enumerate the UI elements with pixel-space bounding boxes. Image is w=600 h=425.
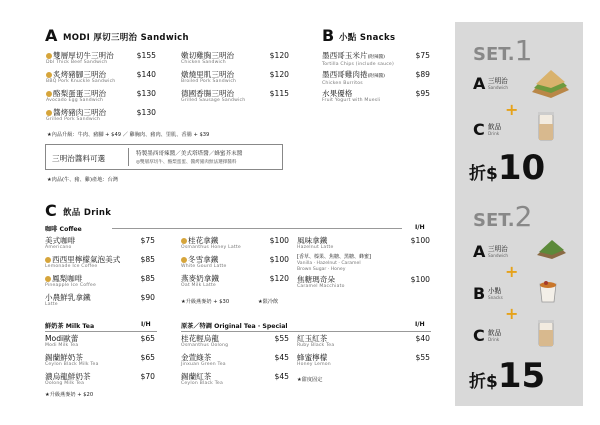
menu-item-name xyxy=(181,353,289,362)
set1-plus-icon: + xyxy=(505,100,519,119)
menu-item xyxy=(181,274,289,296)
menu-item-label: 酪梨蛋蛋三明治 xyxy=(53,89,107,98)
menu-item-label: 冬雪拿鐵 xyxy=(188,255,219,264)
milk-tea-heading: 鮮奶茶 Milk Tea xyxy=(45,323,95,330)
menu-item-tag: (附辣醬) xyxy=(367,55,385,60)
section-b-letter: B xyxy=(322,26,335,45)
recommend-icon xyxy=(181,257,187,263)
menu-item-english: BBQ Pork Knuckle Sandwich xyxy=(46,79,116,84)
menu-item-price: $85 xyxy=(140,274,155,283)
menu-item-label: 錫蘭紅茶 xyxy=(181,372,212,381)
recommend-icon xyxy=(46,110,52,116)
set2-heading xyxy=(473,200,532,233)
menu-item-english: Ceylon Black Milk Tea xyxy=(45,362,99,367)
menu-item-name xyxy=(45,334,155,343)
menu-item-label: 水果優格 xyxy=(322,89,353,98)
menu-item-name xyxy=(45,293,155,302)
menu-item xyxy=(181,89,289,111)
set-combo-panel xyxy=(455,22,583,406)
menu-item-name xyxy=(45,236,155,245)
menu-item-price: $45 xyxy=(274,372,289,381)
set2-label: SET. xyxy=(473,210,515,231)
menu-item-label: 金萱綠茶 xyxy=(181,353,212,362)
flavor-en-1: Vanilla · Hazelnut · Caramel xyxy=(297,261,361,266)
menu-item-label: 美式咖啡 xyxy=(45,236,76,245)
snack-cup-photo xyxy=(537,278,559,308)
milk-tea-rule xyxy=(45,331,157,332)
menu-item xyxy=(181,372,289,394)
coffee-size-label: I/H xyxy=(415,224,425,231)
menu-item-label: 桂花輕烏龍 xyxy=(181,334,219,343)
menu-item-name xyxy=(45,274,155,283)
menu-item-label: 焦糖瑪奇朵 xyxy=(297,275,335,284)
set2-discount xyxy=(469,356,545,396)
iced-only-note: ★限冷飲 xyxy=(258,299,279,305)
coffee-heading: 咖啡 Coffee xyxy=(45,226,82,233)
menu-item-english: Oolong Milk Tea xyxy=(45,381,85,386)
menu-item-price: $100 xyxy=(269,236,289,245)
sandwich-photo xyxy=(529,66,573,104)
menu-item-label: 西西里檸檬氣泡美式 xyxy=(52,255,121,264)
drink-cup-photo xyxy=(535,110,557,148)
menu-item-english: Chicken Sandwich xyxy=(181,60,226,65)
menu-item-label: 墨西哥雞肉捲 xyxy=(322,70,368,79)
menu-item-price: $95 xyxy=(415,89,430,98)
menu-item-label: 炙烤豬腳三明治 xyxy=(53,70,107,79)
flavor-en-2: Brown Sugar · Honey xyxy=(297,267,346,272)
menu-item-english: Honey Lemon xyxy=(297,362,331,367)
tea-rule xyxy=(181,331,431,332)
menu-item-english: Ruby Black Tea xyxy=(297,343,335,348)
milk-tea-size-label: I/H xyxy=(141,321,151,328)
drink-cup-photo-2 xyxy=(535,318,557,352)
menu-item-english: Grilled Sausage Sandwich xyxy=(181,98,246,103)
set2-plus-icon-2: + xyxy=(505,304,519,323)
menu-item xyxy=(46,108,156,130)
set1-c-en: Drink xyxy=(488,131,500,136)
menu-item-price: $130 xyxy=(136,89,156,98)
section-c-title: 飲品 Drink xyxy=(63,208,112,218)
set2-c-en: Drink xyxy=(488,337,500,342)
coffee-rule xyxy=(112,228,402,229)
set1-discount-amount: 10 xyxy=(497,148,546,188)
menu-item-english: Osmanthus Honey Latte xyxy=(181,245,241,250)
fixed-sweetness-note: ★甜度固定 xyxy=(297,377,323,383)
menu-item-label: 燉燒里肌三明治 xyxy=(181,70,235,79)
menu-item-price: $40 xyxy=(415,334,430,343)
menu-item-english: Pineapple Ice Coffee xyxy=(45,283,96,288)
recommend-icon xyxy=(45,257,51,263)
set1-heading xyxy=(473,34,532,67)
set2-c-letter: C xyxy=(473,326,485,345)
menu-item-label: Modi歐蕾 xyxy=(45,334,79,343)
menu-item-price: $120 xyxy=(269,274,289,283)
menu-item-price: $140 xyxy=(136,70,156,79)
menu-item-english: Oat Milk Latte xyxy=(181,283,216,288)
meat-origin-note: ★肉品(牛、豬、雞)產地：台灣 xyxy=(47,177,118,183)
menu-item-price: $100 xyxy=(410,236,430,245)
menu-item-label: 醬烤豬肉三明治 xyxy=(53,108,107,117)
oat-milk-note: ★升級燕麥奶 + $30 xyxy=(181,299,230,305)
menu-item-label: 燕麥奶拿鐵 xyxy=(181,274,219,283)
recommend-icon xyxy=(45,276,51,282)
menu-item-price: $75 xyxy=(415,51,430,60)
set1-a-en: Sandwich xyxy=(488,85,509,90)
set1-a-letter: A xyxy=(473,74,486,93)
set2-b-letter: B xyxy=(473,284,486,303)
menu-item-price: $90 xyxy=(140,293,155,302)
set2-discount-prefix: 折$ xyxy=(469,372,498,392)
menu-item-label: 鳳梨咖啡 xyxy=(52,274,83,283)
menu-item-english: Modi Milk Tea xyxy=(45,343,79,348)
menu-item-label: 濃烏龍鮮奶茶 xyxy=(45,372,91,381)
menu-item-name xyxy=(45,255,155,264)
set2-number: 2 xyxy=(514,200,533,233)
menu-item-tag: (附辣醬) xyxy=(367,74,385,79)
set2-b-en: Snacks xyxy=(488,295,503,300)
menu-item-name xyxy=(322,89,430,98)
menu-item-label: 錫蘭鮮奶茶 xyxy=(45,353,83,362)
sauce-box-label: 三明治醬料可選 xyxy=(52,154,106,163)
menu-item-price: $120 xyxy=(269,70,289,79)
menu-item-name xyxy=(297,353,430,362)
menu-item-english: Osmanthus Oolong xyxy=(181,343,229,348)
recommend-icon xyxy=(46,72,52,78)
set2-a-letter: A xyxy=(473,242,486,261)
menu-item-english: White Gourd Latte xyxy=(181,264,227,269)
milk-tea-oat-note: ★升級燕麥奶 + $20 xyxy=(45,392,94,398)
menu-item-label: 蜂蜜檸檬 xyxy=(297,353,328,362)
set1-discount-prefix: 折$ xyxy=(469,164,498,184)
menu-item-english: Jinxuan Green Tea xyxy=(181,362,226,367)
flavor-options: [香草、榛果、焦糖、黑糖、蜂蜜] xyxy=(297,254,371,260)
set2-c-zh: 飲品 xyxy=(488,329,502,337)
menu-item xyxy=(322,89,430,111)
menu-item-english: Ceylon Black Tea xyxy=(181,381,223,386)
tea-size-label: I/H xyxy=(415,321,425,328)
menu-item-english: Chicken Burritos xyxy=(322,81,363,86)
menu-item-name xyxy=(45,353,155,362)
set1-c-letter: C xyxy=(473,120,485,139)
set2-plus-icon-1: + xyxy=(505,262,519,281)
menu-item-english: Avocado Egg Sandwich xyxy=(46,98,104,103)
menu-item-name xyxy=(322,51,430,62)
set1-discount xyxy=(469,148,545,188)
menu-item-price: $55 xyxy=(415,353,430,362)
set1-label: SET. xyxy=(473,44,515,65)
menu-item xyxy=(297,275,430,297)
menu-item-english: Broiled Pork Sandwich xyxy=(181,79,237,84)
recommend-icon xyxy=(46,53,52,59)
sauce-box xyxy=(45,144,283,170)
menu-item-price: $70 xyxy=(140,372,155,381)
menu-item-label: 桂花拿鐵 xyxy=(188,236,219,245)
set1-a-zh: 三明治 xyxy=(488,77,508,85)
menu-item-english: Tortilla Chips (include sauce) xyxy=(322,62,394,67)
menu-item-name xyxy=(181,334,289,343)
menu-item-english: Caramel Macchiato xyxy=(297,284,345,289)
menu-item xyxy=(297,353,430,375)
set1-c-zh: 飲品 xyxy=(488,123,502,131)
sandwich-photo-small xyxy=(535,237,569,265)
menu-item-name xyxy=(297,334,430,343)
menu-item-price: $155 xyxy=(136,51,156,60)
menu-item-english: Lemonade Ice Coffee xyxy=(45,264,98,269)
menu-item xyxy=(45,293,155,315)
menu-item-label: 小農鮮乳拿鐵 xyxy=(45,293,91,302)
tea-heading: 原茶／特調 Original Tea · Special xyxy=(181,323,288,330)
menu-item-name xyxy=(322,70,430,81)
section-a-title: MODI 厚切三明治 Sandwich xyxy=(63,33,189,43)
menu-item-price: $55 xyxy=(274,334,289,343)
menu-item-label: 風味拿鐵 xyxy=(297,236,328,245)
section-b-title: 小點 Snacks xyxy=(339,33,396,43)
set2-a-zh: 三明治 xyxy=(488,245,508,253)
menu-item-english: Grilled Pork Sandwich xyxy=(46,117,101,122)
menu-item-english: Hazelnut Latte xyxy=(297,245,334,250)
menu-item-label: 德國香腸三明治 xyxy=(181,89,235,98)
sauce-exception: ◎雙層厚切牛、酪梨蛋蛋、醬烤豬肉無法選擇醬料 xyxy=(136,160,237,165)
menu-item-price: $89 xyxy=(415,70,430,79)
menu-item-english: Dbl Thick Beef Sandwich xyxy=(46,60,108,65)
menu-item-label: 紅玉紅茶 xyxy=(297,334,328,343)
menu-item-english: Latte xyxy=(45,302,58,307)
menu-item-english: Americano xyxy=(45,245,72,250)
menu-item-name xyxy=(45,372,155,381)
recommend-icon xyxy=(46,91,52,97)
menu-item-price: $65 xyxy=(140,353,155,362)
set1-number: 1 xyxy=(514,34,533,67)
sauce-options: 特製墨西哥辣醬／美式塔塔醬／蜂蜜芥末醬 xyxy=(136,151,243,157)
menu-item-price: $100 xyxy=(269,255,289,264)
menu-item-price: $120 xyxy=(269,51,289,60)
section-c-letter: C xyxy=(45,201,57,220)
menu-item-name xyxy=(181,372,289,381)
section-a-letter: A xyxy=(45,26,58,45)
menu-item-price: $115 xyxy=(269,89,289,98)
menu-item-price: $100 xyxy=(410,275,430,284)
menu-item-price: $45 xyxy=(274,353,289,362)
set2-discount-amount: 15 xyxy=(497,356,546,396)
menu-item-label: 雙層厚切牛三明治 xyxy=(53,51,114,60)
menu-item-price: $65 xyxy=(140,334,155,343)
menu-item-price: $130 xyxy=(136,108,156,117)
set2-a-en: Sandwich xyxy=(488,253,509,258)
meat-upgrade-note: ★內品升級：牛肉、豬腳 + $49 ／ 雞胸肉、豬肉、里肌、香腸 + $39 xyxy=(47,132,210,138)
recommend-icon xyxy=(181,238,187,244)
menu-item-price: $85 xyxy=(140,255,155,264)
menu-item-label: 墨西哥玉米片 xyxy=(322,51,368,60)
sauce-box-divider xyxy=(128,148,129,166)
menu-item-price: $75 xyxy=(140,236,155,245)
menu-item-label: 嫩切雞胸三明治 xyxy=(181,51,235,60)
set2-b-zh: 小點 xyxy=(488,287,502,295)
menu-item-english: Fruit Yogurt with Muesli xyxy=(322,98,381,103)
